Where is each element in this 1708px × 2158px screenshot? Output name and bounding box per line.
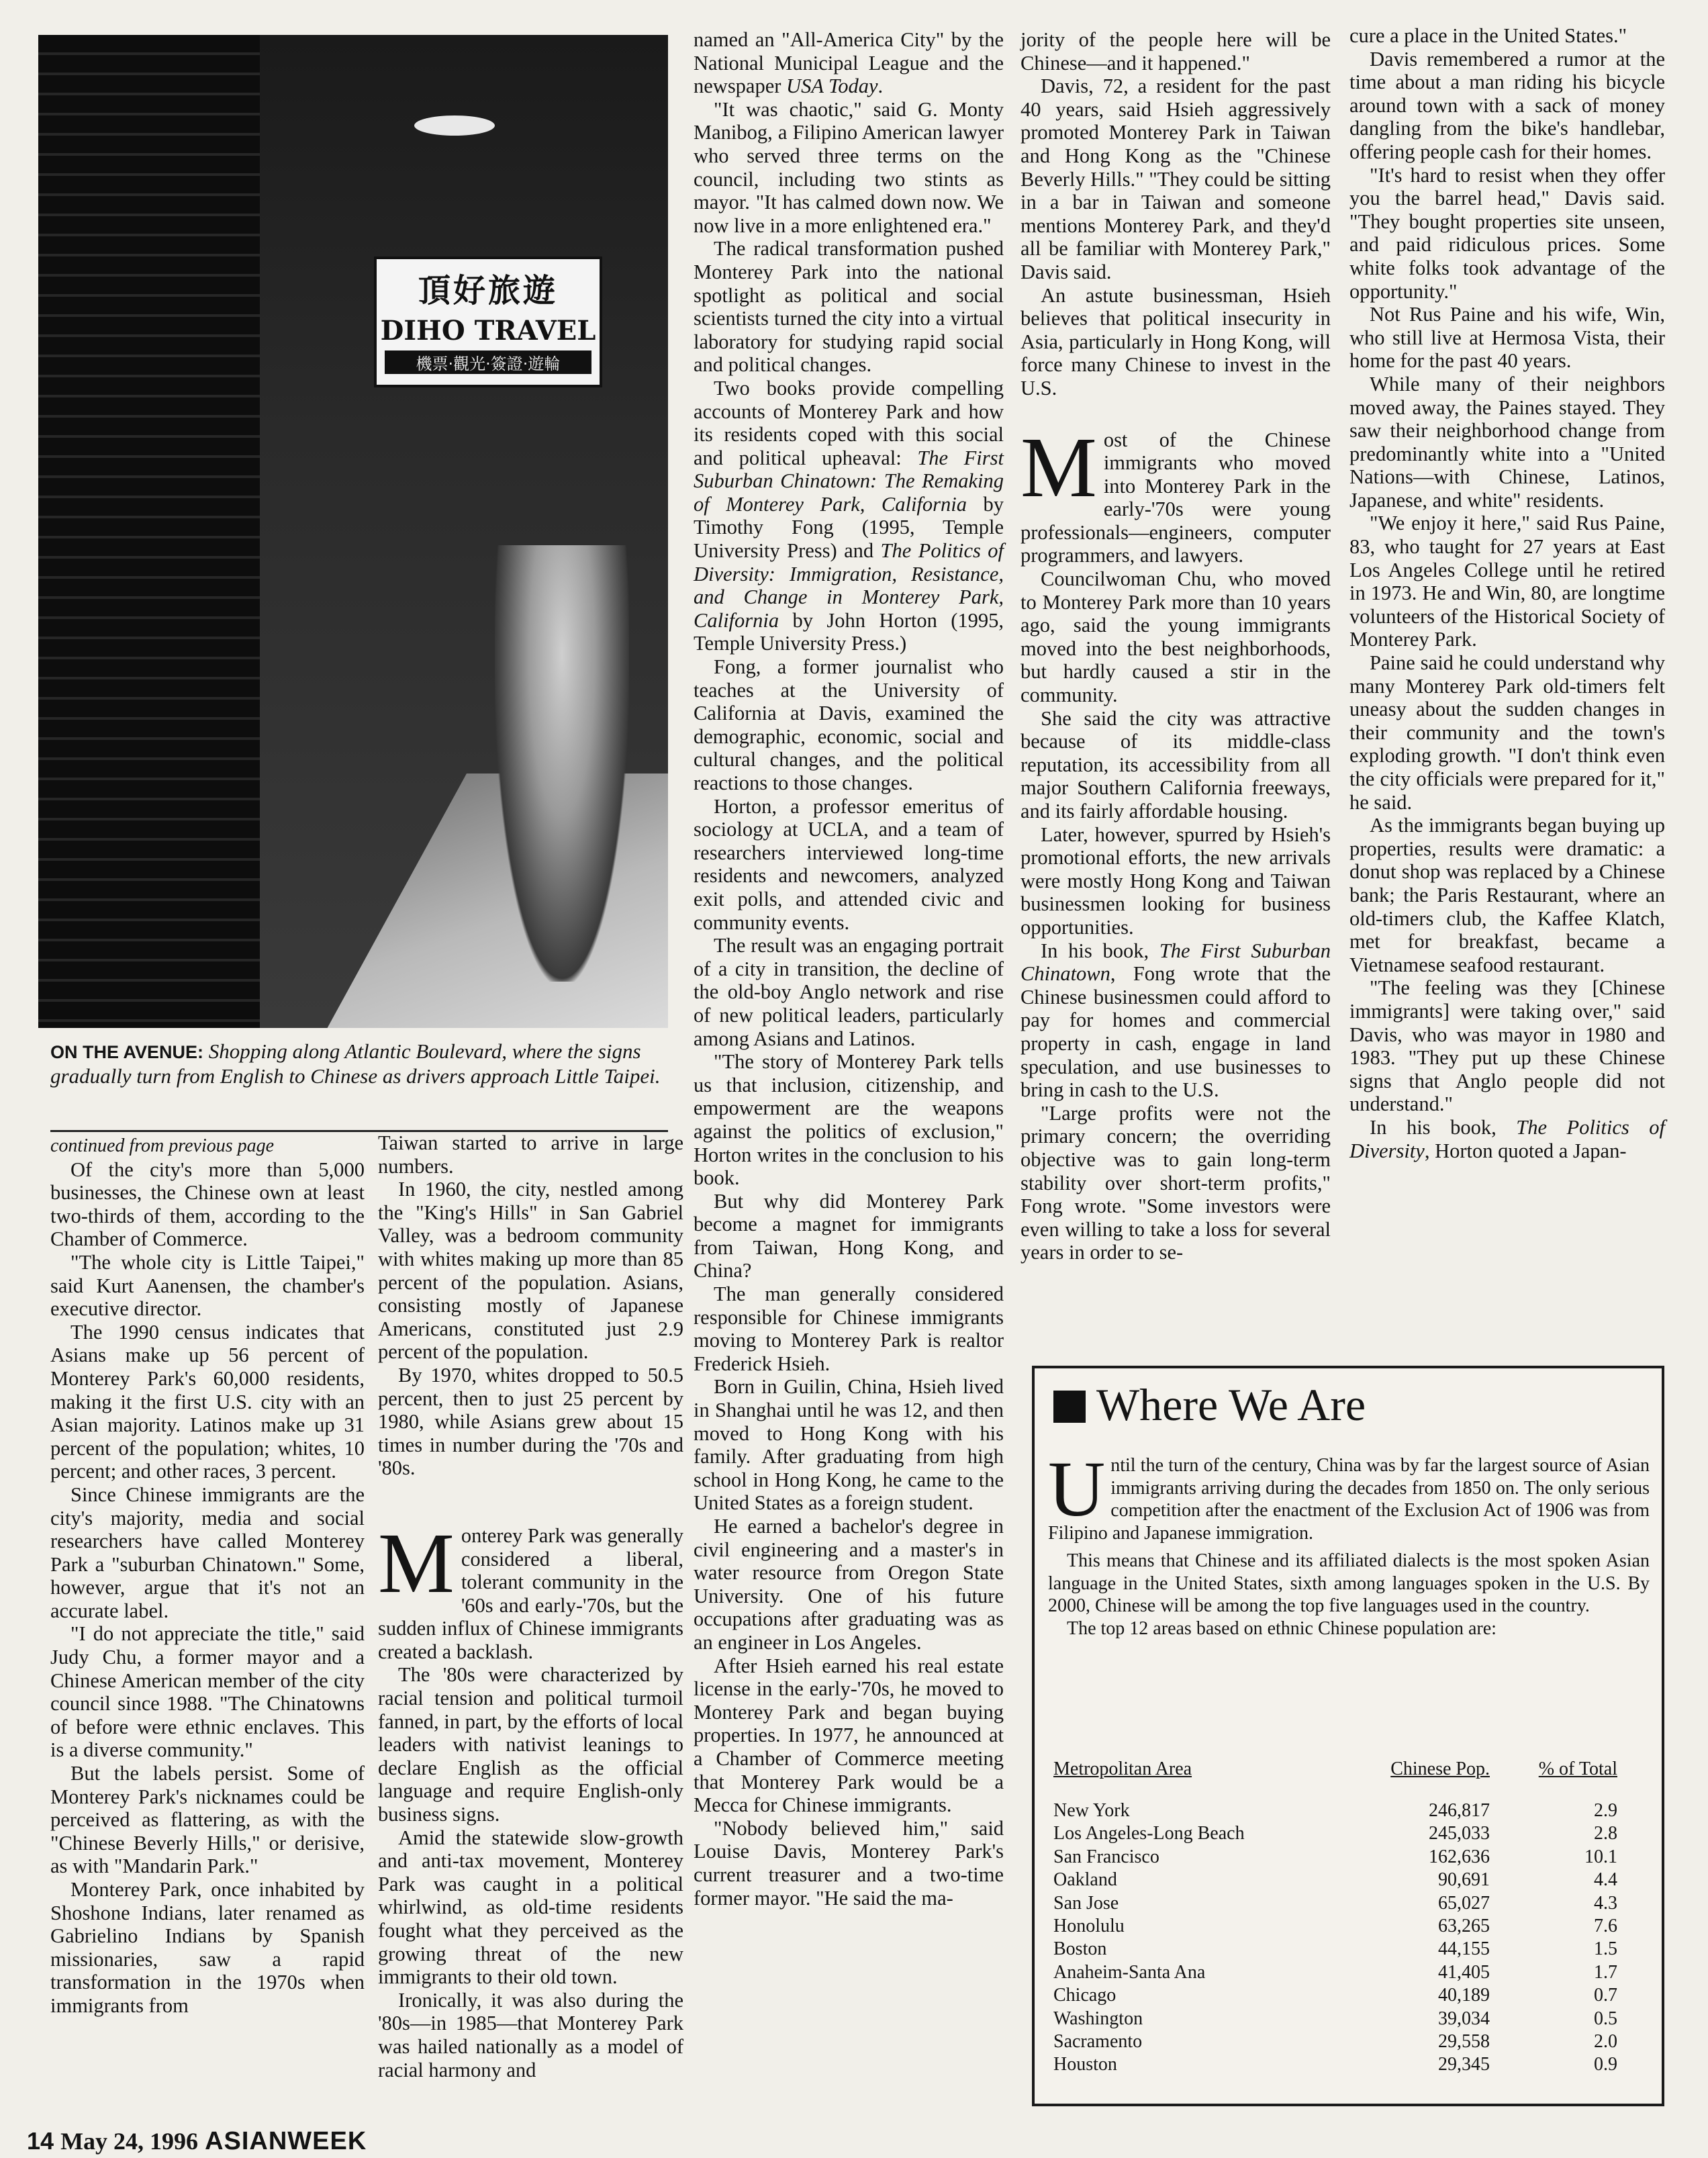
paragraph: "We enjoy it here," said Rus Paine, 83, who taught for 27 years at East Los Angeles College until he retired in 1973. He and Win, 80, are longtime volunteers of the Historical Society of Monterey Park. — [1349, 512, 1665, 651]
text: , Fong wrote that the Chinese businessmen could afford to pay for homes and commercial property in cash, engage in land speculation, and use businesses to bring in cash to the U.S. — [1021, 962, 1331, 1102]
population-table — [1053, 1758, 1638, 2077]
paragraph: Davis remembered a rumor at the time about a man riding his bicycle around town with a sack of money dangling from the bike's handlebar, offering people cash for their homes. — [1349, 47, 1665, 163]
column-1 — [50, 1135, 365, 2018]
metro-area-cell: Los Angeles-Long Beach — [1053, 1823, 1245, 1844]
dropcap-paragraph — [378, 1515, 683, 1664]
paragraph: Horton, a professor emeritus of sociology at UCLA, and a team of researchers interviewed long-time residents and newcomers, analyzed exit polls, and attended civic and community events. — [694, 794, 1004, 934]
paragraph: "It was chaotic," said G. Monty Manibog, a Filipino American lawyer who served three terms on the council, including two stints as mayor. "It has calmed down now. We now live in a more enlightened era." — [694, 97, 1004, 237]
table-row — [1053, 1961, 1638, 1984]
pct-total-cell: 7.6 — [1594, 1916, 1617, 1937]
paragraph: By 1970, whites dropped to 50.5 percent, then to just 25 percent by 1980, while Asians grew about 15 times in number during the '70s and '80s. — [378, 1363, 683, 1480]
chinese-pop-cell: 40,189 — [1438, 1985, 1490, 2006]
metro-area-cell: Anaheim-Santa Ana — [1053, 1961, 1206, 1983]
header-chinese-pop: Chinese Pop. — [1390, 1758, 1490, 1779]
paragraph: The radical transformation pushed Monterey Park into the national spotlight as political and social scientists turned the city into a virtual laboratory for studying rapid social and political changes. — [694, 237, 1004, 377]
pct-total-cell: 4.4 — [1594, 1869, 1617, 1891]
page-footer — [27, 2127, 367, 2156]
photo-caption — [50, 1039, 668, 1088]
ceiling-light — [414, 115, 495, 136]
table-row — [1053, 1822, 1638, 1845]
book-title: The Politics of Diversity: Immigration, Resistance, and Change in Monterey Park, California — [694, 539, 1004, 632]
chinese-pop-cell: 29,345 — [1438, 2054, 1490, 2075]
book-title: The Politics of Diversity — [1349, 1115, 1665, 1162]
metro-area-cell: San Jose — [1053, 1892, 1119, 1914]
where-we-are-sidebar — [1032, 1366, 1664, 2106]
paragraph: "The story of Monterey Park tells us that inclusion, citizenship, and empowerment are the weapons against the politics of exclusion," Horton writes in the conclusion to his book. — [694, 1050, 1004, 1190]
table-row — [1053, 1869, 1638, 1891]
chinese-pop-cell: 65,027 — [1438, 1892, 1490, 1914]
paragraph: Amid the statewide slow-growth and anti-tax movement, Monterey Park was caught in a political whirlwind, as old-time residents fought what they perceived as the growing threat of the new immigrants to their old town. — [378, 1826, 683, 1989]
sidebar-text — [1048, 1445, 1650, 1640]
paragraph — [694, 377, 1004, 655]
chinese-pop-cell: 246,817 — [1429, 1800, 1490, 1821]
square-bullet-icon — [1053, 1391, 1086, 1423]
chinese-pop-cell: 29,558 — [1438, 2031, 1490, 2053]
pct-total-cell: 10.1 — [1584, 1846, 1617, 1867]
paragraph: Monterey Park, once inhabited by Shoshone Indians, later renamed as Gabrielino Indians by Spanish missionaries, saw a rapid transformation in the 1970s when immigrants from — [50, 1878, 365, 2017]
text: . — [877, 75, 884, 98]
text: ntil the turn of the century, China was by far the largest source of Asian immigrants arriving during the decades from 1850 on. The only serious competition after the enactment of the Exclusion Act of 1906 was from Filipino and Japanese immigration. — [1048, 1455, 1650, 1544]
chinese-pop-cell: 63,265 — [1438, 1916, 1490, 1937]
table-row — [1053, 2030, 1638, 2053]
text: by John Horton (1995, Temple University Press.) — [694, 608, 1004, 655]
metro-area-cell: San Francisco — [1053, 1846, 1159, 1867]
metro-area-cell: Honolulu — [1053, 1916, 1125, 1937]
paragraph: Since Chinese immigrants are the city's majority, media and social researchers have called Monterey Park a "suburban Chinatown." Some, however, argue that it's not an accurate label. — [50, 1483, 365, 1622]
paragraph: But why did Monterey Park become a magnet for immigrants from Taiwan, Hong Kong, and China? — [694, 1189, 1004, 1282]
pct-total-cell: 1.7 — [1594, 1961, 1617, 1983]
sign-english-text: DIHO TRAVEL — [380, 315, 596, 346]
paragraph: Fong, a former journalist who teaches at the University of California at Davis, examined the demographic, economic, social and cultural changes, and the political reactions to those changes. — [694, 655, 1004, 794]
column-5 — [1349, 24, 1665, 1162]
pct-total-cell: 0.9 — [1594, 2054, 1617, 2075]
chinese-pop-cell: 41,405 — [1438, 1961, 1490, 1983]
paragraph: An astute businessman, Hsieh believes that political insecurity in Asia, particularly in Hong Kong, will force many Chinese to invest in the U.S. — [1021, 283, 1331, 400]
dropcap-text: onterey Park was generally considered a liberal, tolerant community in the '60s and early-'70s, but the sudden influx of Chinese immigrants created a backlash. — [378, 1523, 683, 1663]
metro-area-cell: Sacramento — [1053, 2031, 1143, 2053]
metro-area-cell: Oakland — [1053, 1869, 1117, 1891]
paragraph: Not Rus Paine and his wife, Win, who still live at Hermosa Vista, their home for the past 40 years. — [1349, 303, 1665, 373]
pct-total-cell: 2.9 — [1594, 1800, 1617, 1821]
paragraph: After Hsieh earned his real estate license in the early-'70s, he moved to Monterey Park and began buying properties. In 1977, he announced at a Chamber of Commerce meeting that Monterey Park would be a Mecca for Chinese immigrants. — [694, 1654, 1004, 1817]
text: Two books provide compelling accounts of Monterey Park and how its residents coped with this social and political upheaval: — [694, 376, 1004, 469]
paragraph: "Large profits were not the primary concern; the overriding objective was to gain long-term stability over short-term profits," Fong wrote. "Some investors were even willing to take a loss for several years in order to se- — [1021, 1101, 1331, 1264]
paragraph — [1021, 939, 1331, 1102]
pct-total-cell: 0.5 — [1594, 2008, 1617, 2029]
text: named an "All-America City" by the National Municipal League and the newspaper — [694, 28, 1004, 98]
text: by Timothy Fong (1995, Temple University Press) and — [694, 492, 1004, 563]
paragraph: The '80s were characterized by racial tension and political turmoil fanned, in part, by the efforts of local leaders with nativist leanings to declare English as the official language and require English-only business signs. — [378, 1663, 683, 1826]
column-4 — [1021, 28, 1331, 1264]
paragraph: "It's hard to resist when they offer you the barrel head," Davis said. "They bought properties site unseen, and paid ridiculous prices. Some white folks took advantage of the opportunity." — [1349, 163, 1665, 303]
caption-lead: ON THE AVENUE: — [50, 1042, 204, 1062]
pct-total-cell: 0.7 — [1594, 1985, 1617, 2006]
sidebar-title-text: Where We Are — [1096, 1379, 1366, 1430]
pct-total-cell: 2.8 — [1594, 1823, 1617, 1844]
paragraph: While many of their neighbors moved away, the Paines stayed. They saw their neighborhood change from predominantly white into a "United Nations—with Chinese, Latinos, Japanese, and white" residents. — [1349, 372, 1665, 512]
paragraph: Born in Guilin, China, Hsieh lived in Shanghai until he was 12, and then moved to Hong Kong with his family. After graduating from high school in Hong Kong, he came to the United States as a foreign student. — [694, 1375, 1004, 1515]
paragraph: The 1990 census indicates that Asians make up 56 percent of Monterey Park's 60,000 residents, making it the first U.S. city with an Asian majority. Latinos make up 31 percent of the population; whites, 10 percent; and other races, 3 percent. — [50, 1320, 365, 1483]
paragraph: In 1960, the city, nestled among the "King's Hills" in San Gabriel Valley, was a bedroom community with whites making up more than 85 percent of the population. Asians, consisting mostly of Japanese Americans, constituted just 2.9 percent of the population. — [378, 1178, 683, 1364]
table-row — [1053, 1984, 1638, 2007]
header-metro-area: Metropolitan Area — [1053, 1758, 1192, 1779]
paragraph: "The feeling was they [Chinese immigrants] were taking over," said Davis, who was mayor in 1980 and 1983. "They put up these Chinese signs that Anglo people did not understand." — [1349, 976, 1665, 1116]
paragraph: She said the city was attractive because of its middle-class reputation, its accessibility from all major Southern California freeways, and its fairly affordable housing. — [1021, 706, 1331, 823]
paragraph: Ironically, it was also during the '80s—in 1985—that Monterey Park was hailed nationally as a model of racial harmony and — [378, 1988, 683, 2081]
paragraph: As the immigrants began buying up properties, results were dramatic: a donut shop was replaced by a Chinese bank; the Paris Restaurant, where an old-timers club, the Kaffee Klatch, met for breakfast, became a Vietnamese seafood restaurant. — [1349, 814, 1665, 976]
publication-title: USA Today — [786, 75, 878, 98]
paragraph — [1349, 1116, 1665, 1162]
paragraph: Paine said he could understand why many Monterey Park old-timers felt uneasy about the sudden changes in their community and the town's exploding growth. "I don't think even the city officials were prepared for it," he said. — [1349, 651, 1665, 814]
table-row — [1053, 1799, 1638, 1822]
book-title: The First Suburban Chinatown — [1021, 939, 1331, 986]
paragraph: Davis, 72, a resident for the past 40 years, said Hsieh aggressively promoted Monterey Park in Taiwan and Hong Kong as the "Chinese Beverly Hills." "They could be sitting in a bar in Taiwan and someone mentions Monterey Park, and they'd all be familiar with Monterey Park," Davis said. — [1021, 75, 1331, 283]
paragraph: The man generally considered responsible for Chinese immigrants moving to Monterey Park is realtor Frederick Hsieh. — [694, 1282, 1004, 1375]
pct-total-cell: 2.0 — [1594, 2031, 1617, 2053]
drop-letter: M — [378, 1515, 455, 1611]
table-row — [1053, 2008, 1638, 2030]
store-sign — [374, 256, 602, 387]
text: , Horton quoted a Japan- — [1424, 1139, 1627, 1162]
issue-date: May 24, 1996 — [60, 2128, 199, 2155]
paragraph: Councilwoman Chu, who moved to Monterey Park more than 10 years ago, said the young immigrants moved into the best neighborhoods, but hardly caused a stir in the community. — [1021, 567, 1331, 707]
book-title: The First Suburban Chinatown: The Remaking of Monterey Park, California — [694, 446, 1004, 516]
header-pct-total: % of Total — [1538, 1758, 1617, 1779]
paragraph: "The whole city is Little Taipei," said Kurt Aanensen, the chamber's executive director. — [50, 1250, 365, 1321]
publication-name: ASIANWEEK — [205, 2127, 367, 2155]
chinese-pop-cell: 162,636 — [1429, 1846, 1490, 1867]
chinese-pop-cell: 90,691 — [1438, 1869, 1490, 1891]
caption-body: Shopping along Atlantic Boulevard, where the signs gradually turn from English to Chinese as drivers approach Little Taipei. — [50, 1039, 661, 1088]
sign-chinese-text: 頂好旅遊 — [418, 272, 558, 310]
sidebar-paragraph: The top 12 areas based on ethnic Chinese population are: — [1067, 1617, 1497, 1639]
sign-services-text: 機票·觀光·簽證·遊輪 — [385, 350, 591, 374]
page-number: 14 — [27, 2127, 54, 2155]
paragraph: Of the city's more than 5,000 businesses, the Chinese own at least two-thirds of them, according to the Chamber of Commerce. — [50, 1158, 365, 1251]
metro-area-cell: New York — [1053, 1800, 1130, 1821]
paragraph: He earned a bachelor's degree in civil engineering and a master's in water resource from Oregon State University. One of his future occupations after graduating was as an engineer in Los Angeles. — [694, 1515, 1004, 1654]
sidebar-paragraph — [1048, 1445, 1650, 1544]
paragraph: "Nobody believed him," said Louise Davis, Monterey Park's current treasurer and a two-time former mayor. "He said the ma- — [694, 1816, 1004, 1910]
pct-total-cell: 4.3 — [1594, 1892, 1617, 1914]
dropcap-paragraph — [1021, 419, 1331, 568]
metro-area-cell: Chicago — [1053, 1985, 1117, 2006]
chinese-pop-cell: 245,033 — [1429, 1823, 1490, 1844]
text: In his book, — [1041, 939, 1159, 962]
dropcap-text: ost of the Chinese immigrants who moved into Monterey Park in the early-'70s were young professionals—engineers, computer programmers, and lawyers. — [1021, 428, 1331, 567]
drop-letter: M — [1021, 419, 1097, 515]
paragraph: jority of the people here will be Chinese—and it happened." — [1021, 28, 1331, 75]
table-row — [1053, 1892, 1638, 1915]
pedestrian — [495, 545, 629, 982]
paragraph: But the labels persist. Some of Monterey Park's nicknames could be perceived as flattering, as with the "Chinese Beverly Hills," or derisive, as with "Mandarin Park." — [50, 1762, 365, 1878]
metro-area-cell: Boston — [1053, 1938, 1107, 1960]
metro-area-cell: Houston — [1053, 2054, 1117, 2075]
table-row — [1053, 1915, 1638, 1938]
sidebar-paragraph: This means that Chinese and its affiliated dialects is the most spoken Asian language in the United States, sixth among languages spoken in the U.S. By 2000, Chinese will be among the top five languages used in the country. — [1048, 1550, 1650, 1616]
paragraph: cure a place in the United States." — [1349, 24, 1627, 47]
paragraph: "I do not appreciate the title," said Judy Chu, a former mayor and a Chinese American member of the city council since 1988. "The Chinatowns of before were ethnic enclaves. This is a diverse community." — [50, 1622, 365, 1762]
brick-wall — [38, 35, 260, 1028]
table-row — [1053, 1938, 1638, 1961]
street-photo — [38, 35, 668, 1028]
table-row — [1053, 1846, 1638, 1869]
chinese-pop-cell: 44,155 — [1438, 1938, 1490, 1960]
paragraph — [694, 28, 1004, 98]
table-row — [1053, 2053, 1638, 2076]
continued-note: continued from previous page — [50, 1135, 275, 1156]
paragraph: The result was an engaging portrait of a city in transition, the decline of the old-boy Anglo network and rise of new political leaders, particularly among Asians and Latinos. — [694, 934, 1004, 1050]
metro-area-cell: Washington — [1053, 2008, 1143, 2029]
chinese-pop-cell: 39,034 — [1438, 2008, 1490, 2029]
column-3 — [694, 28, 1004, 1910]
column-2 — [378, 1131, 683, 2081]
pct-total-cell: 1.5 — [1594, 1938, 1617, 1960]
paragraph: Taiwan started to arrive in large numbers. — [378, 1131, 683, 1178]
sidebar-title — [1053, 1378, 1366, 1432]
paragraph: Later, however, spurred by Hsieh's promotional efforts, the new arrivals were mostly Hong Kong and Taiwan businessmen looking for business opportunities. — [1021, 823, 1331, 939]
text: In his book, — [1370, 1115, 1517, 1139]
drop-letter: U — [1048, 1445, 1106, 1533]
table-header-row — [1053, 1758, 1638, 1799]
